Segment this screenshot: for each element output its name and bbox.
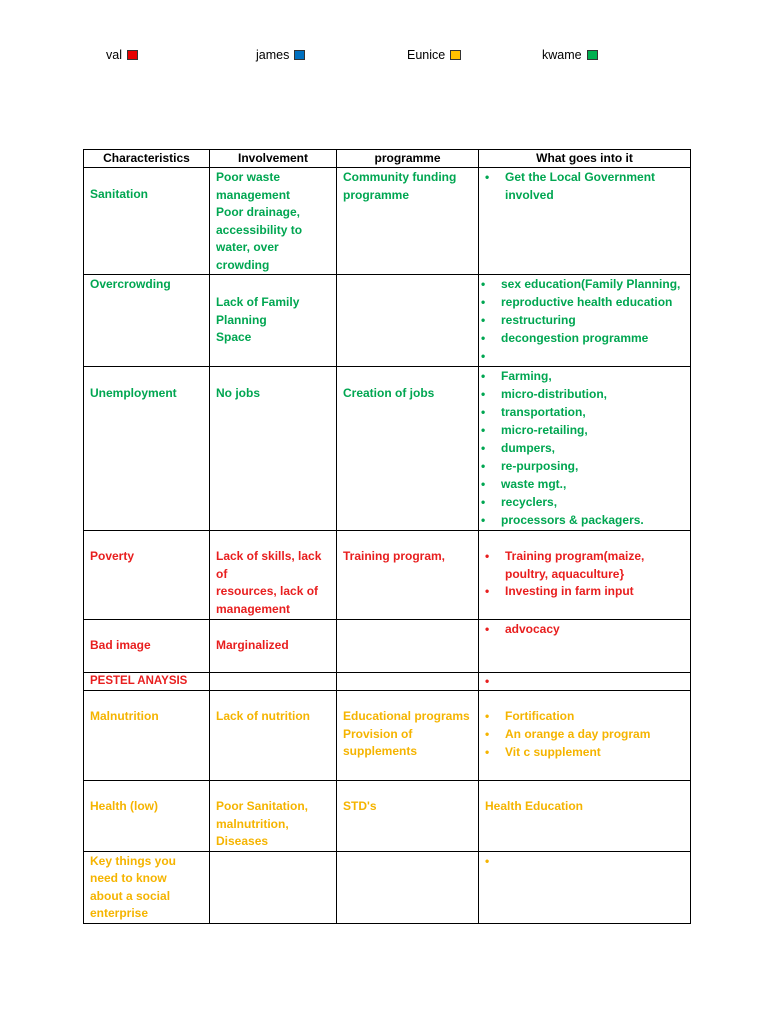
header-cell: programme: [337, 150, 479, 168]
bullet-icon: •: [485, 727, 490, 741]
cell-line: water, over: [216, 240, 279, 254]
characteristic-cell: Health (low): [84, 781, 210, 852]
cell-line: Provision of: [343, 726, 413, 741]
legend-item-eunice: [407, 48, 461, 62]
cell-line: enterprise: [90, 906, 149, 920]
cell-line: Diseases: [216, 834, 269, 848]
list-item: [481, 404, 684, 422]
bullet-text: recyclers,: [501, 495, 558, 509]
bullet-icon: •: [485, 622, 490, 636]
what-goes-cell: [479, 531, 691, 620]
table-row: [84, 367, 691, 531]
header-row: [84, 150, 691, 168]
bullet-text: transportation,: [501, 405, 586, 419]
characteristic-cell: Malnutrition: [84, 691, 210, 781]
bullet-icon: •: [481, 313, 486, 327]
cell-line: Community funding: [343, 170, 457, 184]
programme-cell: [337, 673, 479, 691]
cell-line: resources, lack of: [216, 584, 319, 598]
bullet-text: Vit c supplement: [505, 745, 601, 759]
involvement-cell: [210, 851, 337, 923]
bullet-text: restructuring: [501, 313, 576, 327]
bullet-icon: •: [485, 853, 490, 868]
list-item: [481, 512, 684, 530]
characteristic-cell: Unemployment: [84, 367, 210, 531]
cell-line: Marginalized: [216, 638, 289, 652]
list-item: [481, 386, 684, 404]
list-item: [481, 422, 684, 440]
header-cell: What goes into it: [479, 150, 691, 168]
bullet-icon: •: [481, 423, 486, 437]
cell-line: Poor drainage,: [216, 205, 301, 219]
involvement-cell: [210, 781, 337, 852]
bullet-text: reproductive health education: [501, 295, 673, 309]
list-item: [481, 476, 684, 494]
cell-line: No jobs: [216, 386, 260, 400]
legend: [0, 48, 768, 68]
programme-cell: [337, 531, 479, 620]
bullet-text: decongestion programme: [501, 331, 649, 345]
cell-line: Training program,: [343, 549, 446, 563]
cell-line: Poor waste: [216, 170, 281, 184]
cell-line: Lack of skills, lack of: [216, 549, 322, 581]
table-row: [84, 851, 691, 923]
involvement-cell: [210, 691, 337, 781]
characteristic-cell: Overcrowding: [84, 275, 210, 367]
characteristic-cell: Bad image: [84, 620, 210, 673]
involvement-cell: [210, 367, 337, 531]
bullet-text: An orange a day program: [505, 727, 651, 741]
table-row: [84, 275, 691, 367]
legend-item-kwame: [542, 48, 598, 62]
bullet-icon: •: [485, 170, 490, 184]
programme-cell: [337, 620, 479, 673]
blue-swatch: [294, 50, 305, 60]
table-row: [84, 168, 691, 275]
what-goes-cell: [479, 367, 691, 531]
bullet-icon: •: [481, 477, 486, 491]
involvement-cell: [210, 275, 337, 367]
cell-line: Creation of jobs: [343, 386, 435, 400]
involvement-cell: [210, 620, 337, 673]
characteristic-cell: Sanitation: [84, 168, 210, 275]
cell-line: management: [216, 601, 291, 616]
what-goes-cell: Health Education: [479, 781, 691, 852]
legend-item-james: [256, 48, 305, 62]
cell-line: programme: [343, 187, 410, 202]
bullet-icon: •: [481, 495, 486, 509]
bullet-icon: •: [485, 745, 490, 759]
bullet-icon: •: [481, 295, 486, 309]
bullet-icon: •: [485, 674, 490, 688]
characteristic-cell: [84, 851, 210, 923]
header-cell: Involvement: [210, 150, 337, 168]
cell-line: Lack of Family: [216, 295, 300, 309]
characteristic-cell: Poverty: [84, 531, 210, 620]
list-item: [485, 853, 684, 871]
bullet-text: micro-distribution,: [501, 387, 607, 401]
bullet-icon: •: [481, 459, 486, 473]
bullet-icon: •: [485, 584, 490, 598]
list-item: [481, 440, 684, 458]
bullet-text: Get the Local Government involved: [505, 170, 656, 202]
cell-line: Lack of nutrition: [216, 709, 310, 723]
list-item: [485, 621, 684, 639]
list-item: [481, 348, 684, 366]
list-item: [481, 312, 684, 330]
what-goes-cell: [479, 620, 691, 673]
cell-line: Key things you: [90, 853, 177, 868]
list-item: [485, 583, 684, 601]
bullet-text: Training program(maize, poultry, aquaculture}: [505, 549, 645, 581]
bullet-text: Investing in farm input: [505, 584, 634, 598]
what-goes-cell: [479, 691, 691, 781]
bullet-icon: •: [481, 277, 486, 291]
bullet-icon: •: [481, 369, 486, 383]
red-swatch: [127, 50, 138, 60]
bullet-text: sex education(Family Planning,: [501, 277, 681, 291]
green-swatch: [587, 50, 598, 60]
involvement-cell: [210, 168, 337, 275]
list-item: [485, 548, 684, 583]
programme-cell: [337, 691, 479, 781]
table-row: [84, 673, 691, 691]
legend-item-val: [106, 48, 138, 62]
cell-line: accessibility to: [216, 222, 303, 237]
table-row: [84, 620, 691, 673]
what-goes-cell: [479, 275, 691, 367]
bullet-text: Farming,: [501, 369, 552, 383]
bullet-text: re-purposing,: [501, 459, 579, 473]
table-row: [84, 531, 691, 620]
bullet-text: processors & packagers.: [501, 513, 644, 527]
bullet-icon: •: [481, 349, 486, 363]
cell-line: Poor Sanitation,: [216, 799, 309, 813]
legend-label: Eunice: [407, 48, 446, 62]
list-item: [481, 494, 684, 512]
list-item: [481, 458, 684, 476]
bullet-icon: •: [481, 331, 486, 345]
cell-line: Planning: [216, 312, 267, 327]
cell-line: management: [216, 187, 291, 202]
bullet-icon: •: [481, 513, 486, 527]
list-item: [485, 169, 684, 204]
involvement-cell: [210, 531, 337, 620]
table-row: [84, 691, 691, 781]
bullet-text: micro-retailing,: [501, 423, 588, 437]
yellow-swatch: [450, 50, 461, 60]
programme-cell: [337, 781, 479, 852]
list-item: [481, 368, 684, 386]
cell-line: need to know: [90, 871, 167, 885]
legend-label: kwame: [542, 48, 582, 62]
list-item: [485, 744, 684, 762]
bullet-icon: •: [481, 405, 486, 419]
bullet-icon: •: [481, 441, 486, 455]
analysis-table: [83, 149, 691, 924]
what-goes-cell: [479, 168, 691, 275]
list-item: [485, 726, 684, 744]
list-item: [485, 708, 684, 726]
header-cell: Characteristics: [84, 150, 210, 168]
bullet-text: dumpers,: [501, 441, 556, 455]
what-goes-cell: [479, 851, 691, 923]
table-row: [84, 781, 691, 852]
programme-cell: [337, 367, 479, 531]
list-item: [481, 276, 684, 294]
legend-label: james: [256, 48, 290, 62]
cell-line: Educational programs: [343, 709, 470, 723]
programme-cell: [337, 275, 479, 367]
legend-label: val: [106, 48, 122, 62]
characteristic-cell: PESTEL ANAYSIS: [84, 673, 210, 691]
programme-cell: [337, 851, 479, 923]
cell-line: malnutrition,: [216, 816, 289, 831]
bullet-text: advocacy: [505, 622, 560, 636]
cell-line: supplements: [343, 744, 418, 758]
bullet-icon: •: [485, 549, 490, 563]
bullet-text: waste mgt.,: [501, 477, 567, 491]
bullet-text: Fortification: [505, 709, 575, 723]
list-item: [481, 330, 684, 348]
cell-line: about a social: [90, 888, 171, 903]
cell-line: Space: [216, 330, 252, 344]
cell-line: STD's: [343, 799, 377, 813]
cell-line: crowding: [216, 257, 270, 272]
what-goes-cell: [479, 673, 691, 691]
involvement-cell: [210, 673, 337, 691]
list-item: [481, 294, 684, 312]
programme-cell: [337, 168, 479, 275]
bullet-icon: •: [485, 709, 490, 723]
bullet-icon: •: [481, 387, 486, 401]
list-item: [485, 674, 684, 689]
